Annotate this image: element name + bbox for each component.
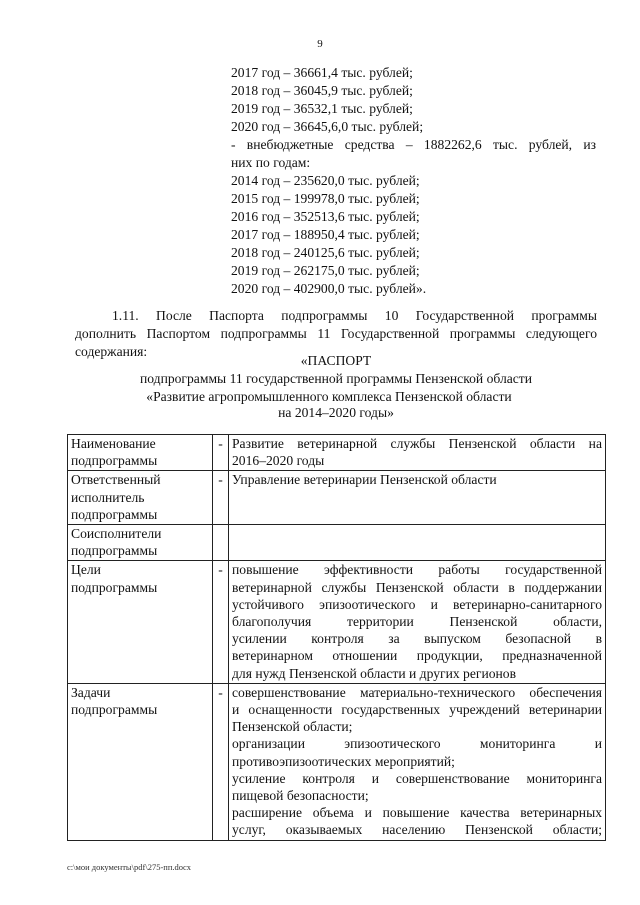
paragraph-line-2: дополнить Паспортом подпрограммы 11 Государственной программы следующего: [75, 326, 597, 341]
row-dash-cell: -: [213, 683, 229, 840]
footer-file-path: c:\мои документы\pdf\275-пп.docx: [67, 862, 192, 872]
row-name-line: исполнитель: [71, 489, 145, 505]
budget-line-2018: 2018 год – 36045,9 тыс. рублей;: [231, 83, 413, 98]
budget-line-2019: 2019 год – 36532,1 тыс. рублей;: [231, 101, 413, 116]
table-row: [68, 525, 606, 561]
row-desc-line: ветеринарном отношении продукции, предназначенной: [232, 648, 602, 664]
row-dash-cell: [213, 525, 229, 561]
row-desc-line: Пензенской области;: [232, 719, 353, 735]
row-name-line: подпрограммы: [71, 543, 158, 559]
row-desc-line: Развитие ветеринарной службы Пензенской области на: [232, 436, 602, 451]
row-desc-line: усилении контроля за выпуском безопасной в: [232, 631, 602, 647]
table-row: [68, 683, 606, 840]
passport-subtitle-line-2: «Развитие агропромышленного комплекса Пензенской области: [146, 389, 512, 404]
row-desc-line: противоэпизоотических мероприятий;: [232, 753, 455, 769]
row-desc-line: повышение эффективности работы государственной: [232, 562, 602, 578]
row-dash-cell: -: [213, 435, 229, 471]
budget-line-2017: 2017 год – 36661,4 тыс. рублей;: [231, 65, 413, 80]
row-desc-line: для нужд Пензенской области и других регионов: [232, 665, 517, 681]
row-desc-line: ветеринарной службы Пензенской области в поддержании: [232, 579, 602, 595]
row-dash-cell: -: [213, 561, 229, 683]
row-name-line: Ответственный: [71, 472, 161, 488]
extrabudget-line-2: них по годам:: [231, 155, 311, 170]
passport-subtitle-line-3: на 2014–2020 годы»: [278, 405, 394, 420]
extrabudget-line-2015: 2015 год – 199978,0 тыс. рублей;: [231, 191, 420, 206]
passport-subtitle-line-1: подпрограммы 11 государственной программы Пензенской области: [139, 371, 533, 386]
row-desc-line: Управление ветеринарии Пензенской области: [232, 472, 497, 488]
row-desc-line: благополучия территории Пензенской области,: [232, 614, 602, 630]
row-desc-line: усиление контроля и совершенствование мониторинга: [232, 770, 602, 786]
row-desc-cell: [229, 525, 606, 561]
row-name-line: подпрограммы: [71, 579, 158, 595]
row-name-cell: [68, 561, 213, 683]
row-name-cell: [68, 525, 213, 561]
passport-table: [67, 434, 606, 841]
row-name-line: Наименование: [71, 436, 156, 451]
extrabudget-line-2017: 2017 год – 188950,4 тыс. рублей;: [231, 227, 420, 242]
paragraph-line-3: содержания:: [75, 344, 148, 359]
extrabudget-line-1: - внебюджетные средства – 1882262,6 тыс. рублей, из: [231, 137, 596, 152]
row-desc-line: пищевой безопасности;: [232, 788, 369, 804]
row-name-cell: [68, 471, 213, 525]
row-desc-line: 2016–2020 годы: [232, 453, 325, 469]
row-desc-cell: [229, 471, 606, 525]
row-name-line: подпрограммы: [71, 702, 158, 718]
row-desc-line: устойчивого эпизоотического и ветеринарно-санитарного: [232, 596, 602, 612]
table-row: [68, 471, 606, 525]
budget-line-2020: 2020 год – 36645,6,0 тыс. рублей;: [231, 119, 424, 134]
row-name-cell: [68, 683, 213, 840]
row-desc-line: услуг, оказываемых населению Пензенской области;: [232, 822, 602, 838]
extrabudget-line-2014: 2014 год – 235620,0 тыс. рублей;: [231, 173, 420, 188]
row-desc-line: совершенствование материально-технического обеспечения: [232, 684, 602, 700]
row-name-line: Цели: [71, 562, 101, 578]
row-desc-cell: [229, 561, 606, 683]
row-name-line: Соисполнители: [71, 526, 162, 542]
extrabudget-line-2018: 2018 год – 240125,6 тыс. рублей;: [231, 245, 420, 260]
extrabudget-line-2020: 2020 год – 402900,0 тыс. рублей».: [231, 281, 427, 296]
page-number: 9: [317, 38, 323, 50]
row-name-line: Задачи: [71, 684, 111, 700]
row-desc-cell: [229, 683, 606, 840]
row-name-line: подпрограммы: [71, 453, 158, 469]
row-desc-line: организации эпизоотического мониторинга и: [232, 736, 602, 752]
passport-title: «ПАСПОРТ: [300, 353, 372, 368]
extrabudget-line-2016: 2016 год – 352513,6 тыс. рублей;: [231, 209, 420, 224]
extrabudget-line-2019: 2019 год – 262175,0 тыс. рублей;: [231, 263, 420, 278]
row-dash-cell: -: [213, 471, 229, 525]
row-name-line: подпрограммы: [71, 506, 158, 522]
row-name-cell: [68, 435, 213, 471]
table-row: [68, 435, 606, 471]
paragraph-line-1: 1.11. После Паспорта подпрограммы 10 Государственной программы: [112, 308, 597, 323]
table-row: [68, 561, 606, 683]
row-desc-line: расширение объема и повышение качества ветеринарных: [232, 805, 602, 821]
row-desc-cell: [229, 435, 606, 471]
row-desc-line: и оснащенности государственных учреждений ветеринарии: [232, 702, 602, 718]
